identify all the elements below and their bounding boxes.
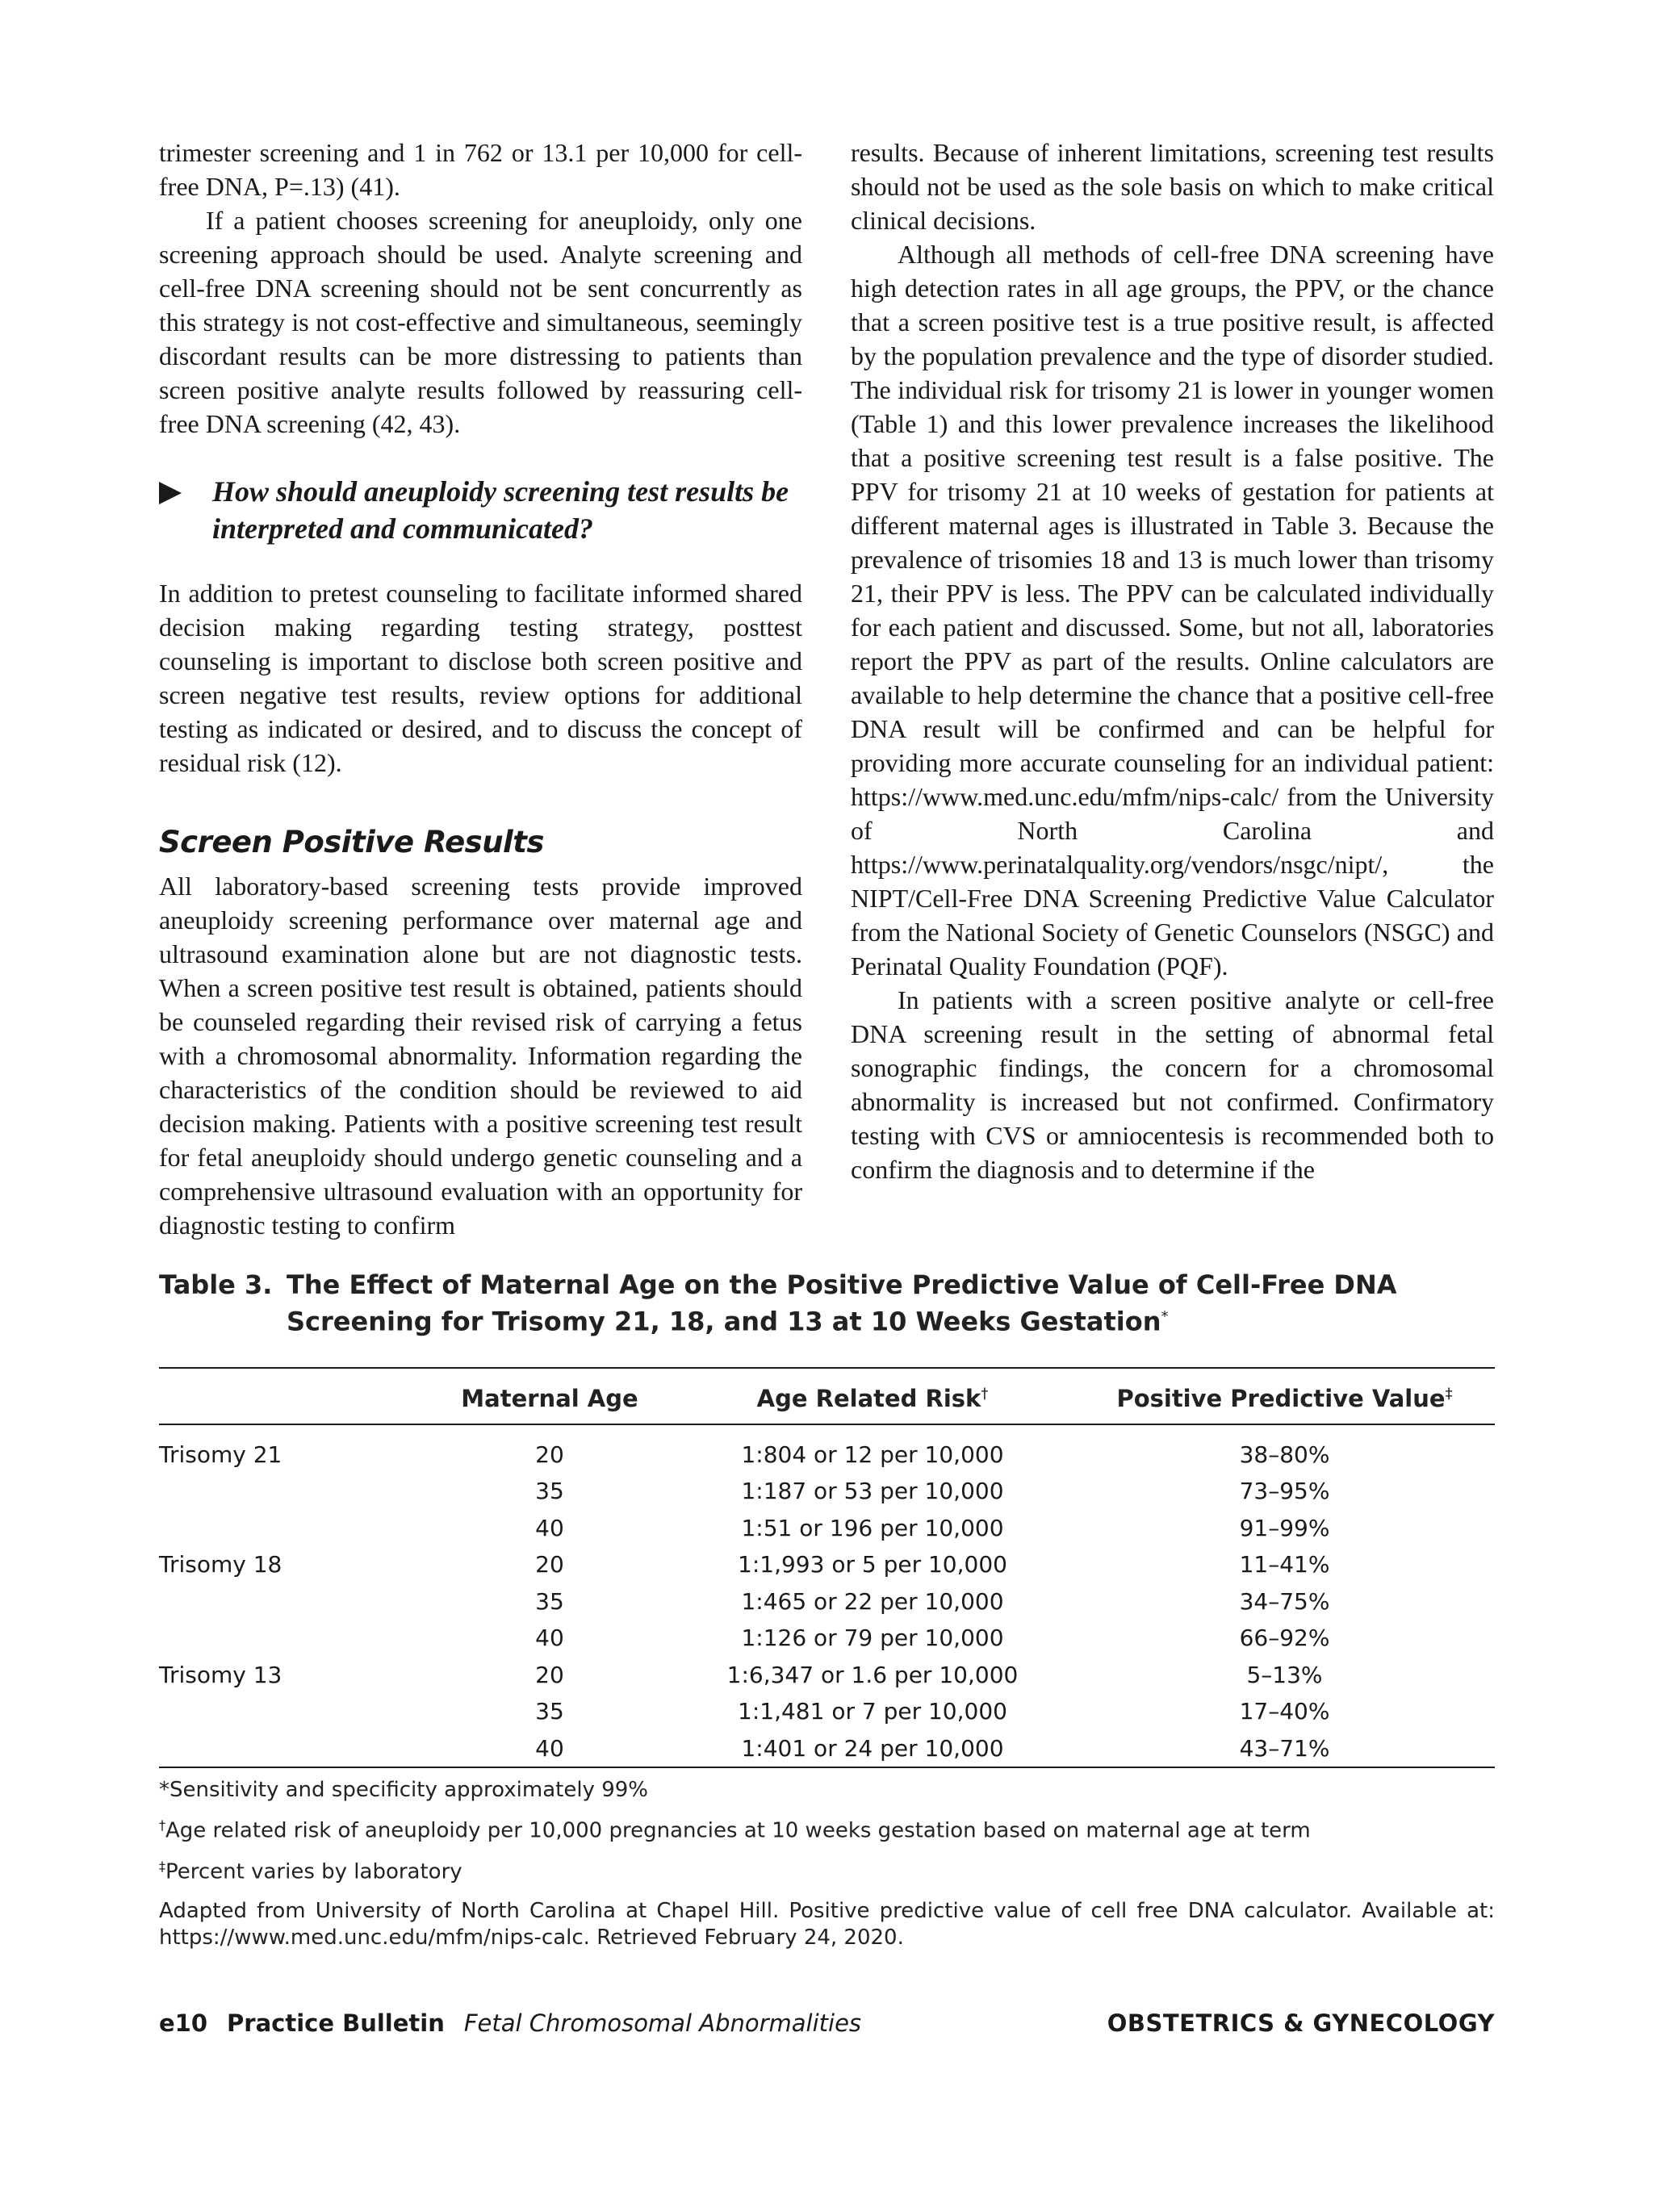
cell-condition	[159, 1473, 429, 1510]
right-column	[851, 136, 1494, 1186]
footnote-double-dagger-mark: ‡	[159, 1858, 165, 1874]
page-number: e10	[159, 2009, 208, 2037]
left-paragraph-3: In addition to pretest counseling to facilitate informed shared decision making regarding testing strategy, posttest counseling is important to disclose both screen positive and screen negative test results, review options for additional testing as indicated or desired, and to discuss the concept of residual risk (12).	[159, 579, 802, 777]
page-footer	[159, 2009, 1495, 2037]
publication-name: Practice Bulletin	[227, 2009, 445, 2037]
cell-age-related-risk: 1:804 or 12 per 10,000	[741, 1441, 1004, 1468]
footnote-double-dagger	[159, 1853, 1495, 1886]
header-maternal-age-text: Maternal Age	[461, 1384, 638, 1412]
footnote-dagger	[159, 1812, 1495, 1845]
cell-maternal-age: 35	[535, 1478, 564, 1505]
cell-age-related-risk: 1:1,993 or 5 per 10,000	[738, 1551, 1007, 1579]
header-age-related-risk	[671, 1368, 1074, 1424]
header-maternal-age	[429, 1368, 671, 1424]
footnote-dagger-mark: †	[159, 1817, 165, 1834]
footnote-double-dagger-text: Percent varies by laboratory	[165, 1859, 462, 1884]
header-ppv-text: Positive Predictive Value	[1116, 1384, 1446, 1412]
cell-condition	[159, 1510, 429, 1547]
table-caption	[159, 1269, 1495, 1338]
left-paragraph-2: If a patient chooses screening for aneuploidy, only one screening approach should be used. Analyte screening and cell-free DNA screening should not be sent concurrently as this strategy is not cost-effective and simultaneous, seemingly discordant results can be more distressing to patients than screen positive analyte results followed by reassuring cell-free DNA screening (42, 43).	[159, 206, 802, 438]
table-header-row	[159, 1368, 1495, 1424]
cell-maternal-age: 40	[429, 1730, 671, 1768]
left-column	[159, 136, 802, 1242]
ppv-table	[159, 1367, 1495, 1769]
cell-maternal-age: 40	[535, 1625, 564, 1652]
cell-age-related-risk: 1:465 or 22 per 10,000	[741, 1587, 1004, 1615]
table-row	[159, 1730, 1495, 1768]
cell-ppv: 91–99%	[1239, 1514, 1330, 1541]
table-label: Table 3.	[159, 1269, 273, 1300]
footnote-star: *Sensitivity and specificity approximately 99%	[159, 1778, 648, 1803]
table-3	[159, 1269, 1495, 1951]
cell-maternal-age: 35	[535, 1698, 564, 1725]
right-paragraph-2: Although all methods of cell-free DNA screening have high detection rates in all age groups, the PPV, or the chance that a screen positive test is a true positive result, is affected by the population prevalence and the type of disorder studied. The individual risk for trisomy 21 is lower in younger women (Table 1) and this lower prevalence increases the likelihood that a positive screening test result is a false positive. The PPV for trisomy 21 at 10 weeks of gestation for patients at different maternal ages is illustrated in Table 3. Because the prevalence of trisomies 18 and 13 is much lower than trisomy 21, their PPV is less. The PPV can be calculated individually for each patient and discussed. Some, but not all, laboratories report the PPV as part of the results. Online calculators are available to help determine the chance that a positive cell-free DNA result will be confirmed and can be helpful for providing more accurate counseling for an individual patient: https://www.med.unc.edu/mfm/nips-calc/ from the University of North Carolina and https://www.perinatalquality.org/vendors/nsgc/nipt/, the NIPT/Cell-Free DNA Screening Predictive Value Calculator from the National Society of Genetic Counselors (NSGC) and Perinatal Quality Foundation (PQF).	[851, 240, 1494, 981]
cell-ppv: 38–80%	[1239, 1441, 1330, 1468]
cell-condition: Trisomy 21	[159, 1441, 282, 1468]
cell-condition	[159, 1693, 429, 1730]
left-paragraph-4: All laboratory-based screening tests provide improved aneuploidy screening performance over maternal age and ultrasound examination alone but are not diagnostic tests. When a screen positive test result is obtained, patients should be counseled regarding their revised risk of carrying a fetus with a chromosomal abnormality. Information regarding the characteristics of the condition should be reviewed to aid decision making. Patients with a positive screening test result for fetal aneuploidy should undergo genetic counseling and a comprehensive ultrasound evaluation with an opportunity for diagnostic testing to confirm	[159, 872, 802, 1240]
cell-ppv: 11–41%	[1239, 1551, 1330, 1579]
table-row	[159, 1510, 1495, 1547]
section-heading: Screen Positive Results	[159, 825, 544, 859]
cell-ppv: 73–95%	[1239, 1478, 1330, 1505]
cell-age-related-risk: 1:1,481 or 7 per 10,000	[738, 1698, 1007, 1725]
right-paragraph-1: results. Because of inherent limitations, screening test results should not be used as the sole basis on which to make critical clinical decisions.	[851, 138, 1494, 235]
table-row	[159, 1424, 1495, 1474]
table-row	[159, 1583, 1495, 1620]
right-paragraph-3: In patients with a screen positive analyte or cell-free DNA screening result in the setting of abnormal fetal sonographic findings, the concern for a chromosomal abnormality is increased but not confirmed. Confirmatory testing with CVS or amniocentesis is recommended both to confirm the diagnosis and to determine if the	[851, 985, 1494, 1184]
cell-condition: Trisomy 13	[159, 1661, 282, 1688]
footnote-dagger-text: Age related risk of aneuploidy per 10,000 pregnancies at 10 weeks gestation based on maternal age at term	[165, 1818, 1311, 1843]
cell-age-related-risk: 1:126 or 79 per 10,000	[741, 1625, 1004, 1652]
cell-ppv: 34–75%	[1239, 1587, 1330, 1615]
table-row	[159, 1657, 1495, 1694]
cell-maternal-age: 20	[535, 1551, 564, 1579]
table-row	[159, 1620, 1495, 1657]
cell-age-related-risk: 1:401 or 24 per 10,000	[671, 1730, 1074, 1768]
cell-maternal-age: 35	[535, 1587, 564, 1615]
cell-ppv: 43–71%	[1074, 1730, 1495, 1768]
cell-maternal-age: 20	[535, 1441, 564, 1468]
cell-age-related-risk: 1:6,347 or 1.6 per 10,000	[726, 1661, 1019, 1688]
cell-condition	[159, 1730, 429, 1768]
left-paragraph-1: trimester screening and 1 in 762 or 13.1 per 10,000 for cell-free DNA, P=.13) (41).	[159, 138, 802, 201]
table-source: Adapted from University of North Carolina at Chapel Hill. Positive predictive value of cell free DNA calculator. Available at: https://www.med.unc.edu/mfm/nips-calc. Retrieved February 24, 2020.	[159, 1899, 1495, 1951]
cell-condition	[159, 1620, 429, 1657]
question-text: How should aneuploidy screening test results be interpreted and communicated?	[212, 475, 789, 545]
table-row	[159, 1473, 1495, 1510]
header-risk-mark: †	[981, 1385, 989, 1402]
cell-condition	[159, 1583, 429, 1620]
header-ppv-mark: ‡	[1445, 1385, 1453, 1402]
cell-age-related-risk: 1:187 or 53 per 10,000	[741, 1478, 1004, 1505]
cell-ppv: 66–92%	[1239, 1625, 1330, 1652]
cell-ppv: 5–13%	[1246, 1661, 1323, 1688]
header-condition	[159, 1368, 429, 1424]
header-age-related-risk-text: Age Related Risk	[756, 1384, 981, 1412]
cell-maternal-age: 20	[535, 1661, 564, 1688]
triangle-arrow-icon	[159, 482, 182, 504]
table-title-mark: *	[1161, 1308, 1169, 1325]
question-heading	[159, 473, 802, 547]
table-row	[159, 1693, 1495, 1730]
cell-age-related-risk: 1:51 or 196 per 10,000	[741, 1514, 1004, 1541]
table-title-text: The Effect of Maternal Age on the Positive Predictive Value of Cell-Free DNA Screening for Trisomy 21, 18, and 13 at 10 Weeks Gestation	[287, 1269, 1397, 1337]
table-title	[287, 1269, 1495, 1338]
journal-name: OBSTETRICS & GYNECOLOGY	[1107, 2009, 1495, 2037]
table-row	[159, 1546, 1495, 1583]
header-ppv	[1074, 1368, 1495, 1424]
cell-ppv: 17–40%	[1239, 1698, 1330, 1725]
cell-condition: Trisomy 18	[159, 1551, 282, 1579]
document-title: Fetal Chromosomal Abnormalities	[463, 2009, 862, 2037]
cell-maternal-age: 40	[535, 1514, 564, 1541]
